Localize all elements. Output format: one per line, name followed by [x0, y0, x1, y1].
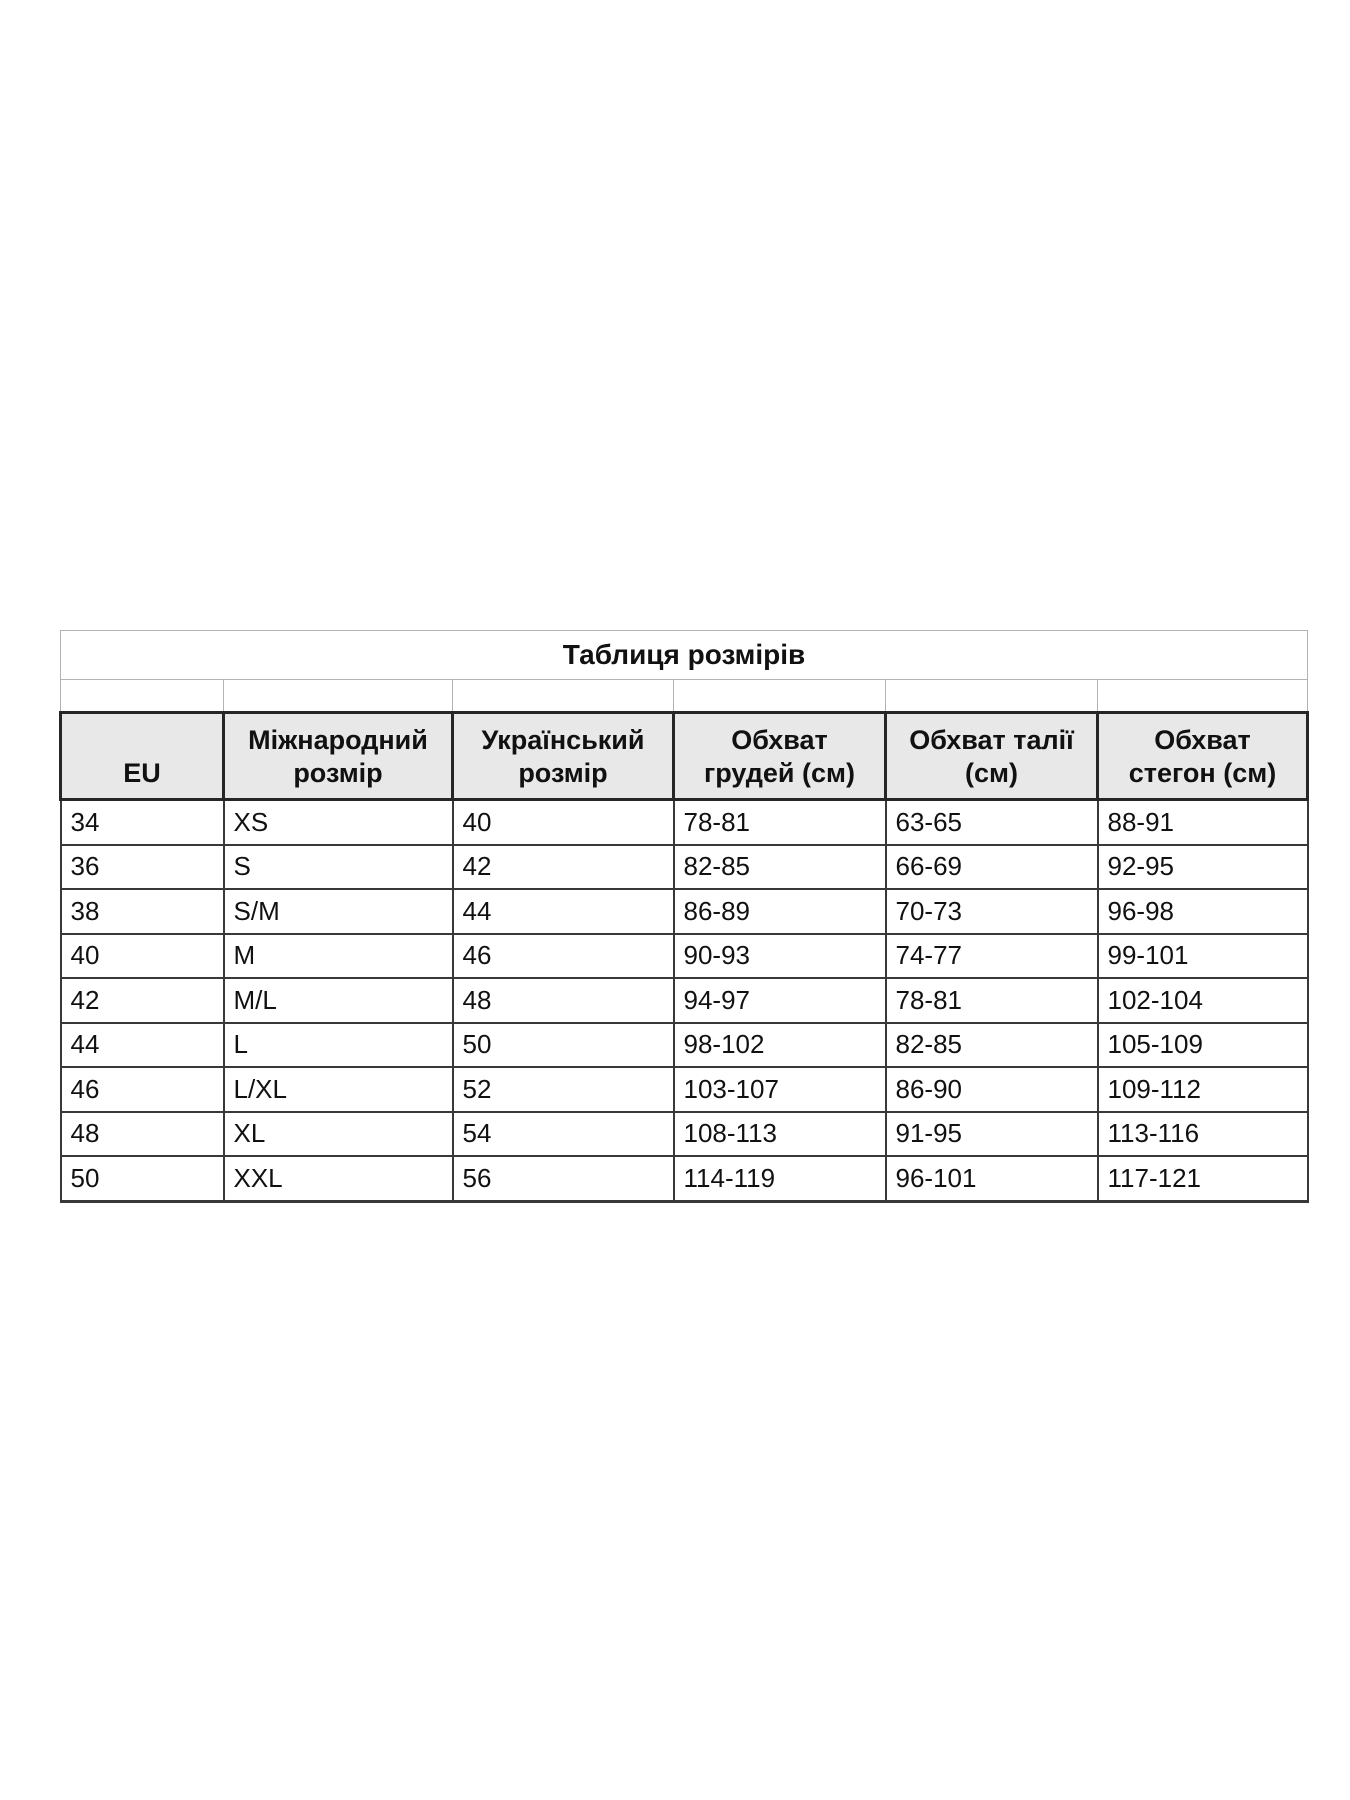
table-cell: XXL	[224, 1156, 453, 1201]
table-cell: M/L	[224, 978, 453, 1023]
table-cell: M	[224, 934, 453, 979]
table-cell: 108-113	[674, 1112, 886, 1157]
table-cell: 103-107	[674, 1067, 886, 1112]
table-cell: 96-98	[1098, 889, 1308, 934]
column-header-hips-cm: Обхват стегон (см)	[1098, 713, 1308, 800]
spacer-cell	[674, 680, 886, 713]
table-cell: 63-65	[886, 800, 1098, 845]
table-row	[61, 800, 1308, 845]
spacer-cell	[886, 680, 1098, 713]
table-cell: 46	[453, 934, 674, 979]
table-cell: 42	[61, 978, 224, 1023]
table-cell: 82-85	[886, 1023, 1098, 1068]
table-row	[61, 934, 1308, 979]
table-cell: XS	[224, 800, 453, 845]
table-cell: 36	[61, 845, 224, 890]
table-cell: 34	[61, 800, 224, 845]
table-cell: S	[224, 845, 453, 890]
column-header-chest-cm: Обхват грудей (см)	[674, 713, 886, 800]
table-row	[61, 889, 1308, 934]
table-cell: 102-104	[1098, 978, 1308, 1023]
table-cell: 42	[453, 845, 674, 890]
column-header-eu: EU	[61, 713, 224, 800]
table-cell: 94-97	[674, 978, 886, 1023]
table-cell: 105-109	[1098, 1023, 1308, 1068]
table-cell: 50	[453, 1023, 674, 1068]
table-cell: 88-91	[1098, 800, 1308, 845]
spacer-row	[61, 680, 1308, 713]
column-header-international-size: Міжнародний розмір	[224, 713, 453, 800]
size-table	[59, 630, 1309, 1203]
table-cell: 92-95	[1098, 845, 1308, 890]
table-cell: 90-93	[674, 934, 886, 979]
table-row	[61, 1156, 1308, 1201]
table-cell: 96-101	[886, 1156, 1098, 1201]
table-cell: 46	[61, 1067, 224, 1112]
spacer-cell	[224, 680, 453, 713]
table-cell: L/XL	[224, 1067, 453, 1112]
column-header-waist-cm: Обхват талії (см)	[886, 713, 1098, 800]
table-cell: 52	[453, 1067, 674, 1112]
table-cell: 70-73	[886, 889, 1098, 934]
spacer-cell	[61, 680, 224, 713]
table-row	[61, 978, 1308, 1023]
table-cell: 114-119	[674, 1156, 886, 1201]
table-cell: 98-102	[674, 1023, 886, 1068]
table-cell: 86-89	[674, 889, 886, 934]
table-cell: 40	[61, 934, 224, 979]
spacer-cell	[453, 680, 674, 713]
table-cell: 48	[61, 1112, 224, 1157]
header-row	[61, 713, 1308, 800]
table-cell: 66-69	[886, 845, 1098, 890]
title-row	[61, 631, 1308, 680]
table-cell: 117-121	[1098, 1156, 1308, 1201]
table-cell: L	[224, 1023, 453, 1068]
table-row	[61, 845, 1308, 890]
table-cell: 82-85	[674, 845, 886, 890]
table-cell: 48	[453, 978, 674, 1023]
table-cell: 50	[61, 1156, 224, 1201]
table-cell: S/M	[224, 889, 453, 934]
table-row	[61, 1067, 1308, 1112]
table-cell: 44	[453, 889, 674, 934]
table-title: Таблиця розмірів	[61, 631, 1308, 680]
column-header-ukrainian-size: Український розмір	[453, 713, 674, 800]
table-cell: 56	[453, 1156, 674, 1201]
table-cell: 44	[61, 1023, 224, 1068]
table-cell: XL	[224, 1112, 453, 1157]
table-cell: 78-81	[886, 978, 1098, 1023]
table-cell: 113-116	[1098, 1112, 1308, 1157]
table-cell: 78-81	[674, 800, 886, 845]
table-cell: 91-95	[886, 1112, 1098, 1157]
table-cell: 86-90	[886, 1067, 1098, 1112]
spacer-cell	[1098, 680, 1308, 713]
table-cell: 54	[453, 1112, 674, 1157]
table-cell: 40	[453, 800, 674, 845]
table-row	[61, 1112, 1308, 1157]
table-cell: 99-101	[1098, 934, 1308, 979]
table-cell: 38	[61, 889, 224, 934]
table-row	[61, 1023, 1308, 1068]
table-cell: 74-77	[886, 934, 1098, 979]
table-cell: 109-112	[1098, 1067, 1308, 1112]
